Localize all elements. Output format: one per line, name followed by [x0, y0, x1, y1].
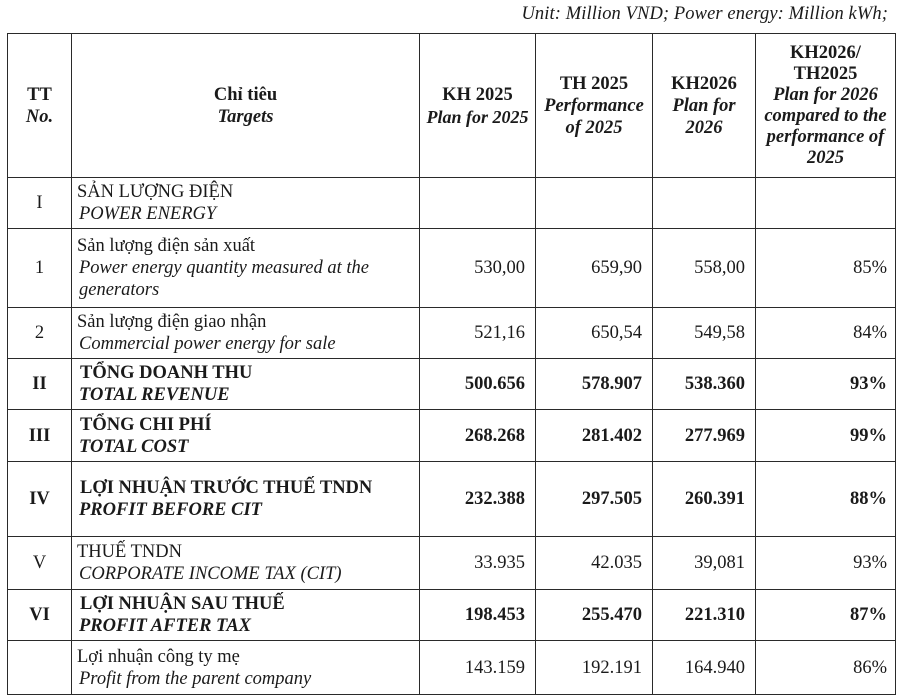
row-target-vi: TỔNG DOANH THU [80, 363, 253, 383]
row-target-vi: TỔNG CHI PHÍ [80, 414, 212, 435]
row-kh2025: 143.159 [420, 641, 536, 695]
row-th2025: 192.191 [536, 641, 653, 695]
row-kh2025 [420, 178, 536, 229]
row-target-vi: SẢN LƯỢNG ĐIỆN [77, 182, 234, 202]
row-target-en: Profit from the parent company [79, 668, 312, 689]
header-target [72, 34, 420, 178]
row-ratio: 84% [756, 308, 896, 359]
row-th2025: 255.470 [536, 590, 653, 641]
row-target-en: POWER ENERGY [79, 204, 217, 224]
row-no: III [8, 410, 72, 462]
row-target-en: TOTAL REVENUE [79, 385, 230, 405]
header-th2025-vi: TH 2025 [559, 73, 629, 94]
row-kh2025: 530,00 [420, 229, 536, 308]
table-row [8, 308, 896, 359]
row-kh2025: 232.388 [420, 462, 536, 537]
row-target [72, 462, 420, 537]
table-row [8, 641, 896, 695]
table-row [8, 537, 896, 590]
header-kh2026-en: Plan for 2026 [672, 95, 736, 138]
row-target [72, 229, 420, 308]
row-ratio: 93% [756, 537, 896, 590]
row-th2025: 650,54 [536, 308, 653, 359]
header-ratio-en: Plan for 2026 compared to the performance of 2025 [764, 84, 887, 168]
row-ratio: 87% [756, 590, 896, 641]
table-header-row [8, 34, 896, 178]
row-no: 2 [8, 308, 72, 359]
row-no: VI [8, 590, 72, 641]
row-kh2026: 221.310 [653, 590, 756, 641]
row-th2025: 42.035 [536, 537, 653, 590]
table-row [8, 359, 896, 410]
row-kh2025: 268.268 [420, 410, 536, 462]
header-kh2025-vi: KH 2025 [442, 84, 513, 105]
row-target-vi: Sản lượng điện giao nhận [77, 312, 267, 332]
row-no: V [8, 537, 72, 590]
row-target-vi: LỢI NHUẬN TRƯỚC THUẾ TNDN [80, 478, 373, 498]
header-no [8, 34, 72, 178]
row-target [72, 308, 420, 359]
row-target-en: Power energy quantity measured at the generators [79, 258, 369, 300]
row-target [72, 359, 420, 410]
header-no-vi: TT [27, 84, 52, 105]
row-kh2025: 521,16 [420, 308, 536, 359]
row-ratio: 99% [756, 410, 896, 462]
header-kh2025 [420, 34, 536, 178]
row-kh2026 [653, 178, 756, 229]
header-th2025-en: Performance of 2025 [544, 95, 644, 138]
row-target [72, 641, 420, 695]
row-ratio: 93% [756, 359, 896, 410]
row-ratio [756, 178, 896, 229]
row-target [72, 178, 420, 229]
row-th2025: 297.505 [536, 462, 653, 537]
row-th2025: 578.907 [536, 359, 653, 410]
row-kh2026: 39,081 [653, 537, 756, 590]
row-no: IV [8, 462, 72, 537]
table-body [8, 178, 896, 695]
row-target-vi: THUẾ TNDN [77, 542, 182, 562]
row-target-vi: LỢI NHUẬN SAU THUẾ [80, 594, 285, 614]
row-target-en: TOTAL COST [79, 436, 189, 457]
row-kh2025: 198.453 [420, 590, 536, 641]
table-row [8, 462, 896, 537]
table-row [8, 590, 896, 641]
row-target [72, 537, 420, 590]
row-no: I [8, 178, 72, 229]
row-kh2026: 558,00 [653, 229, 756, 308]
row-target-vi: Sản lượng điện sản xuất [77, 236, 256, 256]
row-no: 1 [8, 229, 72, 308]
header-ratio-vi: KH2026/ TH2025 [790, 42, 861, 84]
row-th2025 [536, 178, 653, 229]
unit-note: Unit: Million VND; Power energy: Million kWh; [521, 4, 888, 24]
row-no [8, 641, 72, 695]
row-target-en: Commercial power energy for sale [79, 334, 336, 354]
row-kh2026: 164.940 [653, 641, 756, 695]
header-ratio [756, 34, 896, 178]
header-kh2026 [653, 34, 756, 178]
table-row [8, 178, 896, 229]
table-row [8, 410, 896, 462]
header-th2025 [536, 34, 653, 178]
row-ratio: 88% [756, 462, 896, 537]
row-ratio: 86% [756, 641, 896, 695]
header-kh2025-en: Plan for 2025 [426, 106, 529, 127]
row-target-vi: Lợi nhuận công ty mẹ [77, 646, 240, 667]
row-ratio: 85% [756, 229, 896, 308]
table-row [8, 229, 896, 308]
row-kh2026: 277.969 [653, 410, 756, 462]
row-kh2026: 538.360 [653, 359, 756, 410]
row-kh2025: 500.656 [420, 359, 536, 410]
row-target-en: CORPORATE INCOME TAX (CIT) [79, 564, 342, 584]
header-target-vi: Chỉ tiêu [213, 84, 278, 105]
row-no: II [8, 359, 72, 410]
row-kh2026: 549,58 [653, 308, 756, 359]
row-th2025: 281.402 [536, 410, 653, 462]
header-target-en: Targets [217, 106, 274, 127]
row-target-en: PROFIT AFTER TAX [79, 616, 252, 636]
row-target [72, 410, 420, 462]
financial-plan-table [7, 33, 896, 695]
row-target [72, 590, 420, 641]
header-no-en: No. [25, 106, 54, 127]
row-kh2025: 33.935 [420, 537, 536, 590]
row-target-en: PROFIT BEFORE CIT [79, 500, 262, 520]
header-kh2026-vi: KH2026 [671, 73, 737, 94]
row-kh2026: 260.391 [653, 462, 756, 537]
row-th2025: 659,90 [536, 229, 653, 308]
